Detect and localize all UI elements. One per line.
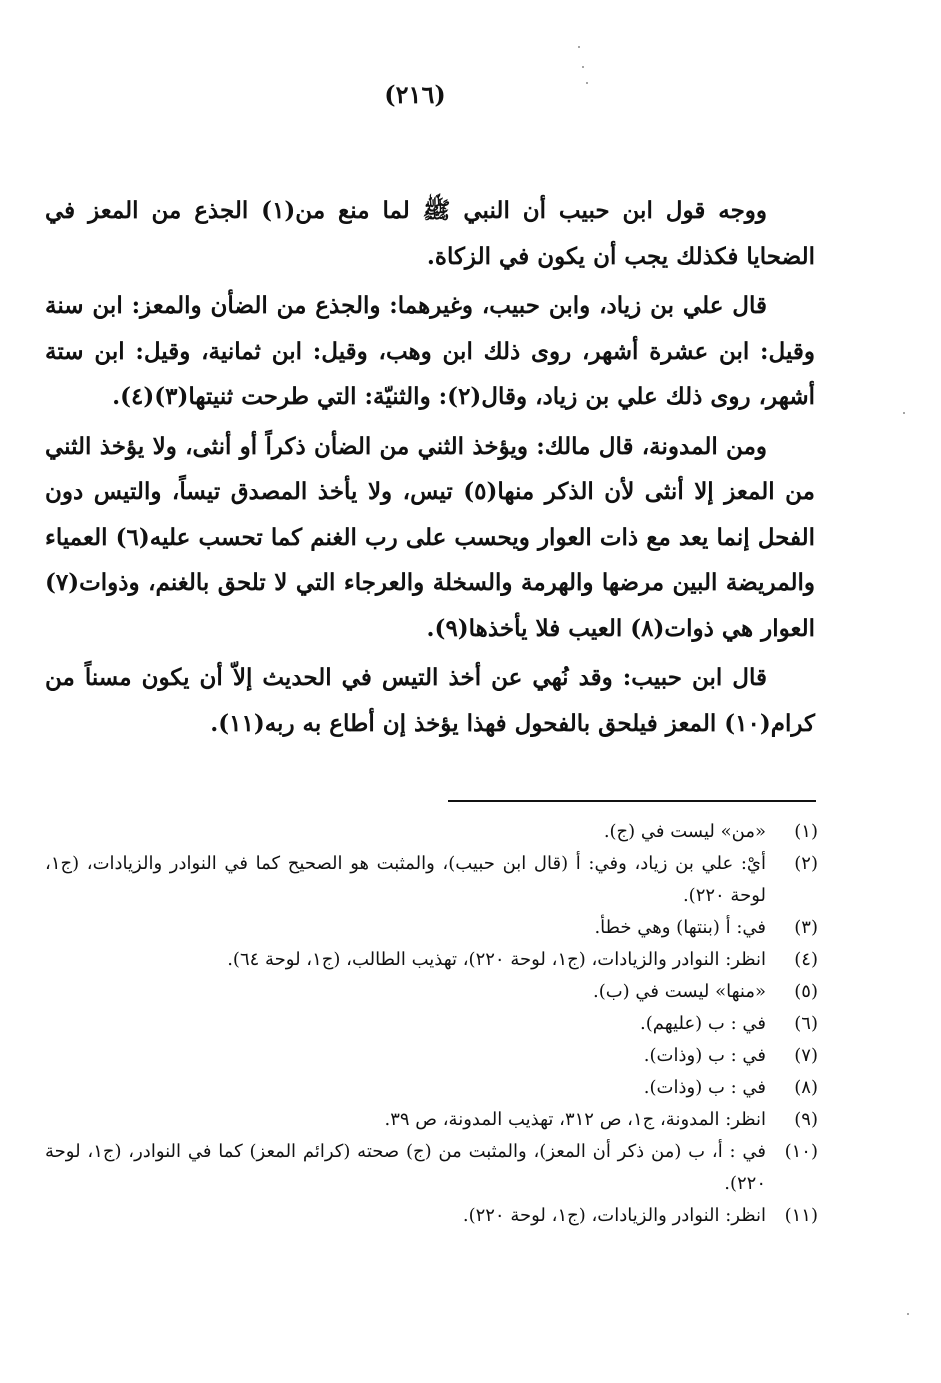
footnote-number: (١): [794, 821, 818, 842]
scan-speck: [582, 66, 584, 68]
footnote-separator: [448, 800, 816, 802]
footnote-number: (١٠): [784, 1141, 818, 1162]
scan-speck: [907, 1313, 909, 1315]
footnote-number: (٦): [794, 1013, 818, 1034]
scan-speck: [578, 46, 580, 48]
footnote-text: «من» ليست في (ج).: [603, 821, 766, 842]
footnote: [45, 912, 818, 944]
footnote-number: (٣): [794, 917, 818, 938]
paragraph: ومن المدونة، قال مالك: ويؤخذ الثني من الضأن ذكراً أو أنثى، ولا يؤخذ الثني من المعز إلا أنثى لأن الذكر منها(٥) تيس، ولا يأخذ المصدق تيساً، والتيس دون الفحل إنما يعد مع ذات العوار ويحسب على رب الغنم كما تحسب عليه(٦) العمياء والمريضة البين مرضها والهرمة والسخلة والعرجاء التي لا تلحق بالغنم، وذوات(٧) العوار هي ذوات(٨) العيب فلا يأخذها(٩).: [45, 432, 815, 642]
paragraph: ووجه قول ابن حبيب أن النبي ﷺ لما منع من(١) الجذع من المعز في الضحايا فكذلك يجب أن يكون في الزكاة.: [45, 197, 815, 270]
footnote-number: (٢): [794, 853, 818, 874]
footnote: [45, 816, 818, 848]
footnote: [45, 1200, 818, 1232]
page-number: (٢١٦): [384, 80, 446, 109]
footnote-text: في : ب (عليهم).: [640, 1013, 766, 1034]
footnote-number: (٤): [794, 949, 818, 970]
footnote-text: في : ب (وذات).: [643, 1045, 766, 1066]
scan-speck: [903, 412, 905, 414]
footnote-number: (٩): [794, 1109, 818, 1130]
footnote-text: انظر: النوادر والزيادات، (ج١، لوحة ٢٢٠)، تهذيب الطالب، (ج١، لوحة ٦٤).: [227, 949, 766, 970]
footnote-text: «منها» ليست في (ب).: [592, 981, 766, 1002]
footnote: [45, 1040, 818, 1072]
footnote-number: (٧): [794, 1045, 818, 1066]
footnote: [45, 944, 818, 976]
footnote-text: في : أ، ب (من ذكر أن المعز)، والمثبت من (ج) صحته (كرائم المعز) كما في النوادر، (ج١، لوحة ٢٢٠).: [45, 1141, 767, 1194]
footnote: [45, 1008, 818, 1040]
scan-speck: [586, 82, 588, 84]
footnote: [45, 1072, 818, 1104]
footnote-text: في: أ (بنتها) وهي خطأ.: [594, 917, 766, 938]
paragraph: قال ابن حبيب: وقد نُهي عن أخذ التيس في الحديث إلاّ أن يكون مسناً من كرام(١٠) المعز فيلحق بالفحول فهذا يؤخذ إن أطاع به ربه(١١).: [45, 664, 815, 737]
footnote: [45, 1104, 818, 1136]
footnote-text: في : ب (وذات).: [643, 1077, 766, 1098]
footnote-number: (٨): [794, 1077, 818, 1098]
footnote-text: انظر: النوادر والزيادات، (ج١، لوحة ٢٢٠).: [462, 1205, 766, 1226]
footnote-text: انظر: المدونة، ج١، ص ٣١٢، تهذيب المدونة، ص ٣٩.: [384, 1109, 766, 1130]
footnote-number: (٥): [794, 981, 818, 1002]
paragraph: قال علي بن زياد، وابن حبيب، وغيرهما: والجذع من الضأن والمعز: ابن سنة وقيل: ابن عشرة أشهر، روى ذلك ابن وهب، وقيل: ابن ثمانية، وقيل: ابن ستة أشهر، روى ذلك علي بن زياد، وقال(٢): والثنيّة: التي طرحت ثنيتها(٣)(٤).: [45, 292, 815, 410]
footnotes: [45, 816, 818, 1232]
footnote-text: أيْ: علي بن زياد، وفي: أ (قال ابن حبيب)، والمثبت هو الصحيح كما في النوادر والزيادات، (ج١، لوحة ٢٢٠).: [45, 853, 766, 906]
footnote: [45, 1136, 818, 1200]
footnote: [45, 848, 818, 912]
main-text: [45, 188, 815, 746]
footnote-number: (١١): [784, 1205, 818, 1226]
footnote: [45, 976, 818, 1008]
